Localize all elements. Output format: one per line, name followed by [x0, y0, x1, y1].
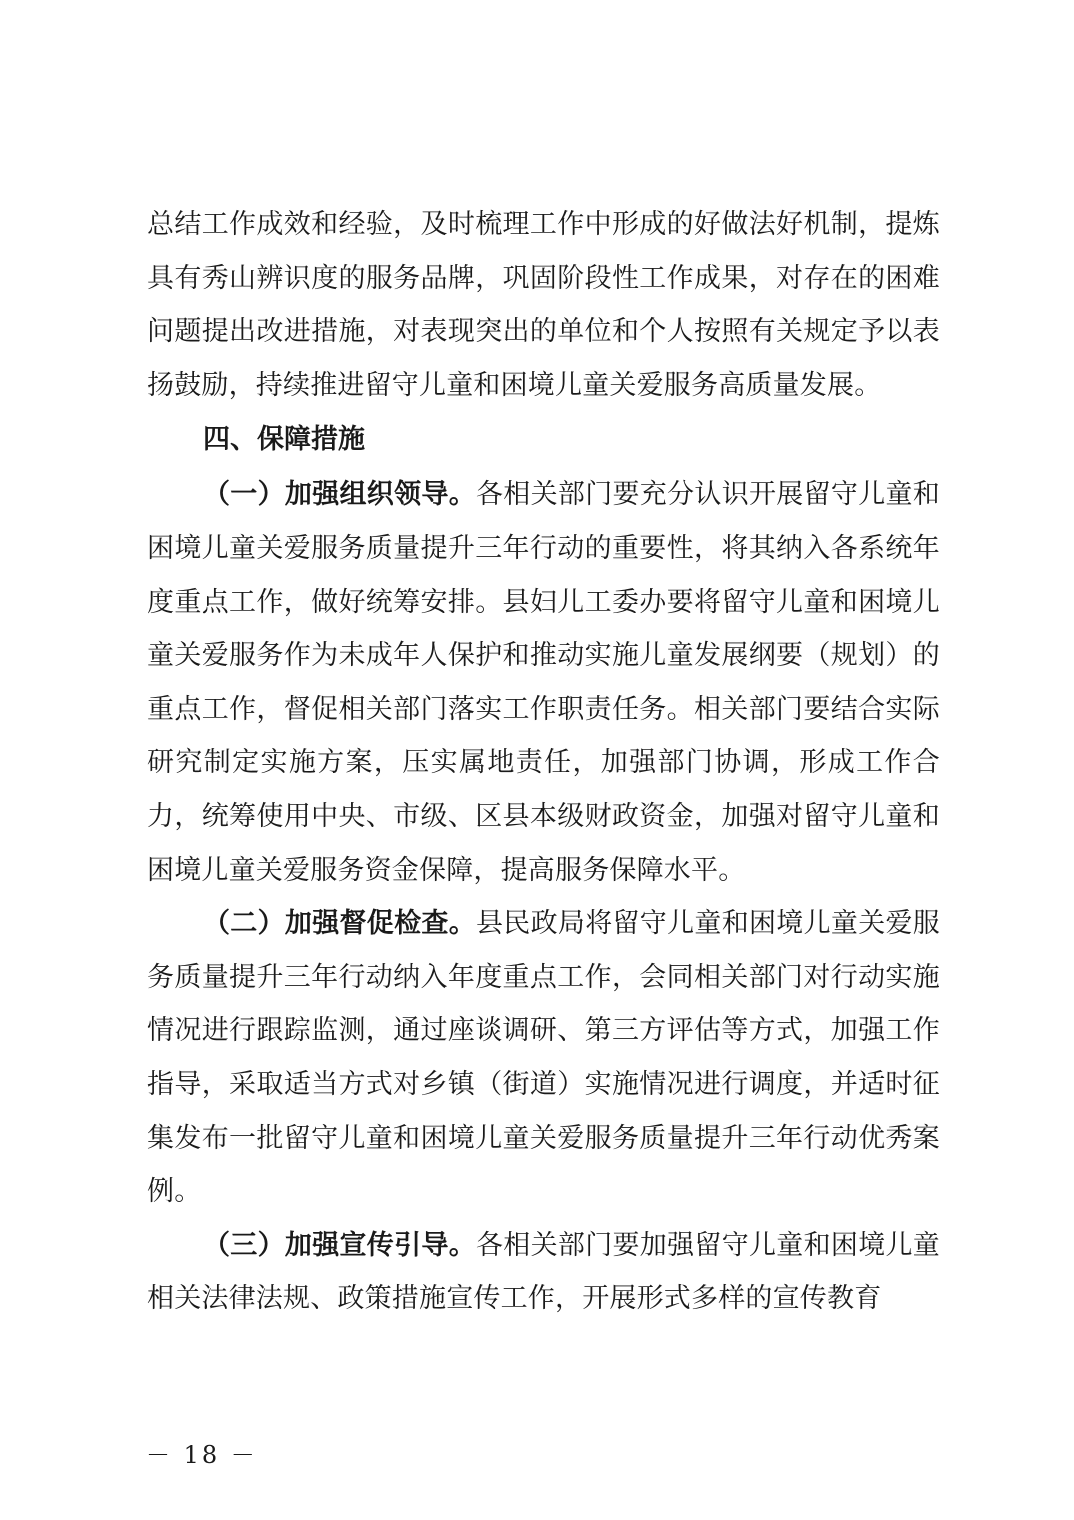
item-lead-2: （二）加强督促检查。: [203, 908, 476, 940]
item-text-3: 各相关部门要加强留守儿童和困境儿童相关法律法规、政策措施宣传工作，开展形式多样的宣传教育: [147, 1229, 940, 1315]
item-paragraph-1: [147, 468, 940, 897]
item-paragraph-2: [147, 897, 940, 1219]
item-lead-3: （三）加强宣传引导。: [203, 1229, 476, 1261]
intro-paragraph: 总结工作成效和经验，及时梳理工作中形成的好做法好机制，提炼具有秀山辨识度的服务品牌，巩固阶段性工作成果，对存在的困难问题提出改进措施，对表现突出的单位和个人按照有关规定予以表扬鼓励，持续推进留守儿童和困境儿童关爱服务高质量发展。: [147, 209, 940, 401]
item-text-1: 各相关部门要充分认识开展留守儿童和困境儿童关爱服务质量提升三年行动的重要性，将其纳入各系统年度重点工作，做好统筹安排。县妇儿工委办要将留守儿童和困境儿童关爱服务作为未成年人保护和推动实施儿童发展纲要（规划）的重点工作，督促相关部门落实工作职责任务。相关部门要结合实际研究制定实施方案，压实属地责任，加强部门协调，形成工作合力，统筹使用中央、市级、区县本级财政资金，加强对留守儿童和困境儿童关爱服务资金保障，提高服务保障水平。: [147, 479, 940, 886]
item-text-2: 县民政局将留守儿童和困境儿童关爱服务质量提升三年行动纳入年度重点工作，会同相关部门对行动实施情况进行跟踪监测，通过座谈调研、第三方评估等方式，加强工作指导，采取适当方式对乡镇（街道）实施情况进行调度，并适时征集发布一批留守儿童和困境儿童关爱服务质量提升三年行动优秀案例。: [147, 908, 940, 1208]
document-body: [147, 198, 940, 1326]
item-lead-1: （一）加强组织领导。: [203, 479, 476, 511]
item-paragraph-3: [147, 1219, 940, 1326]
section-heading: 四、保障措施: [203, 424, 365, 456]
page-number: － 18 －: [146, 1441, 258, 1469]
